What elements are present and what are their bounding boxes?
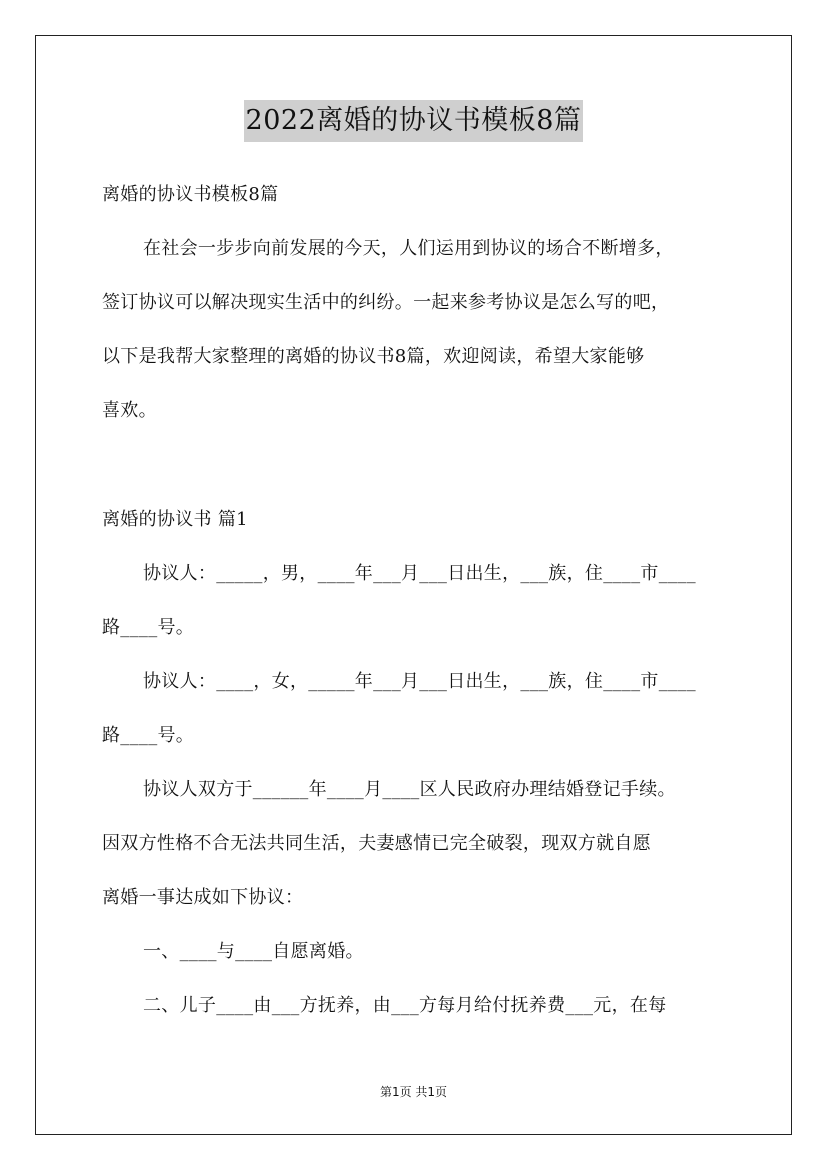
title-container bbox=[0, 100, 827, 142]
body-line: 二、儿子____由___方抚养，由___方每月给付抚养费___元，在每 bbox=[143, 995, 667, 1016]
document-subtitle: 离婚的协议书模板8篇 bbox=[102, 184, 279, 205]
body-line: 协议人双方于______年____月____区人民政府办理结婚登记手续。 bbox=[143, 779, 676, 800]
body-line: 离婚一事达成如下协议： bbox=[102, 887, 304, 908]
body-line: 因双方性格不合无法共同生活，夫妻感情已完全破裂，现双方就自愿 bbox=[102, 833, 651, 854]
intro-line: 签订协议可以解决现实生活中的纠纷。一起来参考协议是怎么写的吧， bbox=[102, 292, 670, 313]
body-line: 路____号。 bbox=[102, 617, 195, 638]
intro-line: 在社会一步步向前发展的今天，人们运用到协议的场合不断增多， bbox=[143, 238, 674, 259]
body-line: 协议人：____，女，_____年___月___日出生，___族，住____市____ bbox=[143, 671, 696, 692]
body-line: 协议人：_____，男，____年___月___日出生，___族，住____市____ bbox=[143, 563, 696, 584]
document-title: 2022离婚的协议书模板8篇 bbox=[244, 100, 584, 142]
body-line: 路____号。 bbox=[102, 725, 195, 746]
intro-line: 以下是我帮大家整理的离婚的协议书8篇，欢迎阅读，希望大家能够 bbox=[102, 346, 645, 367]
intro-line: 喜欢。 bbox=[102, 400, 157, 421]
section-heading: 离婚的协议书 篇1 bbox=[102, 509, 248, 530]
body-line: 一、____与____自愿离婚。 bbox=[143, 941, 364, 962]
page-footer: 第1页 共1页 bbox=[379, 1085, 448, 1099]
